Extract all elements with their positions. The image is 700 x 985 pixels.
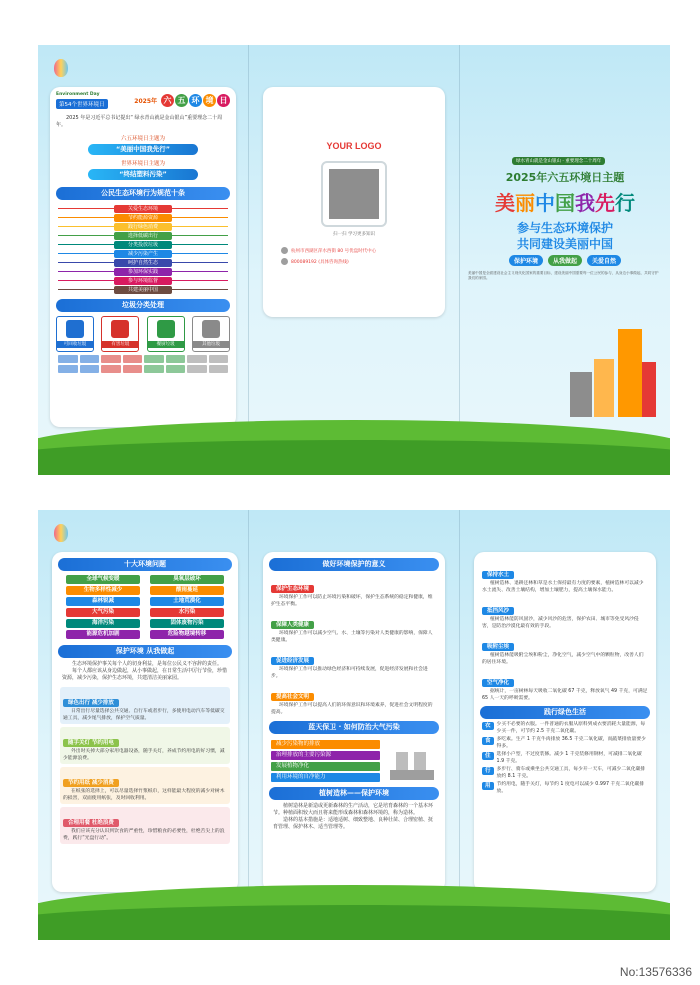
- logo-text: YOUR LOGO: [326, 141, 382, 151]
- norm-line-right: [172, 226, 228, 227]
- theme-line-1: 六五环境日主题为: [120, 136, 165, 142]
- benefit-tag: 空气净化: [482, 679, 514, 687]
- cover-right-panel: [460, 45, 670, 475]
- tip-text: 我们应该充分认识到饮食的严重性，珍惜粮食的必要性，杜绝舌尖上的浪费，践行“光盘行动”。: [63, 829, 225, 841]
- issue-item: 水污染: [150, 608, 224, 617]
- forest-text-2: 造林的基本措施是：适地适树、细致整地、良种壮苗、合理密植、抚育管理、保护林木、适当管理等。: [273, 817, 434, 830]
- green-item: [482, 722, 648, 735]
- norm-item: 分类投放垃圾: [114, 241, 172, 249]
- green-item-text: 多吃素。生产 1 千克牛肉排放 36.5 千克二氧化碳，而蔬菜排放量要少得多。: [496, 737, 646, 749]
- issue-item: 酸雨蔓延: [150, 586, 224, 595]
- issue-item: 危险物越境转移: [150, 630, 224, 639]
- sub-slogan-2: 共同建设美丽中国: [516, 237, 613, 251]
- qr-code: [321, 161, 387, 227]
- protect-text-2: 每个人都应该从身边做起，从小事做起，在日常生活中厉行节俭，珍惜资源，减少污染，保护生态环境，共建清洁美丽家园。: [62, 668, 228, 681]
- brochure-cover-sheet: [38, 45, 670, 475]
- waste-title: 垃圾分类处理: [56, 299, 230, 312]
- phone-icon: [281, 258, 288, 265]
- waste-item-icons: [50, 352, 236, 376]
- green-item-text: 选择小户型，不过度装修。减少 1 千克装修用钢材，可减排二氧化碳 1.9 千克。: [496, 752, 642, 764]
- norm-item: 参与环境监督: [114, 277, 172, 285]
- cover-tag: 从我做起: [548, 255, 582, 266]
- waste-item-icon: [144, 355, 164, 363]
- norm-line-left: [58, 253, 114, 254]
- env-day-title: [160, 94, 230, 107]
- norm-item: 节约能源资源: [114, 214, 172, 222]
- issue-item: 臭氧层破坏: [150, 575, 224, 584]
- issues-title: 十大环境问题: [58, 558, 232, 571]
- hot-air-balloon-icon: [54, 524, 68, 542]
- waste-item-icon: [80, 355, 100, 363]
- green-item-tag: 食: [482, 737, 494, 745]
- cover-description: 美丽中国是全面建设社会主义现代化国家的重要目标，建设美丽中国需要每一位公民的参与，从身边小事做起，共同守护我们的家园。: [468, 271, 659, 280]
- meaning-item: [271, 683, 437, 716]
- waste-bin: [101, 316, 139, 352]
- waste-bin-label: 其他垃圾: [193, 341, 229, 348]
- norm-item: 减少污染产生: [114, 250, 172, 258]
- issue-item: 全球气候变暖: [66, 575, 140, 584]
- green-item-tag: 住: [482, 752, 494, 760]
- norm-line-left: [58, 226, 114, 227]
- norm-line-left: [58, 271, 114, 272]
- forest-title: 植树造林——保护环境: [269, 787, 439, 800]
- waste-item-icon: [80, 365, 100, 373]
- tip-text: 日常出行尽量选择公共交通、自行车或者步行，多使用电动汽车等低碳交通工具，减少尾气排放，保护空气质量。: [63, 709, 225, 721]
- issues-card: [52, 552, 238, 892]
- norm-line-right: [172, 235, 228, 236]
- air-item: 减少污染物的排放: [271, 740, 380, 749]
- waste-item-icon: [166, 355, 186, 363]
- norm-row: [58, 276, 228, 285]
- waste-item-icon: [187, 365, 207, 373]
- norm-line-left: [58, 208, 114, 209]
- slogan-char: 行: [615, 191, 635, 215]
- green-item: [482, 737, 648, 750]
- phone-text: 800089192 (具体咨询热线): [291, 259, 349, 265]
- norm-item: 践行绿色消费: [114, 223, 172, 231]
- title-char: 日: [217, 94, 230, 107]
- norm-item: 关爱生态环境: [114, 205, 172, 213]
- green-item-text: 少买不必要的衣服。一件普通的衣服从原料到成衣要消耗大量能源，每少买一件，可节约 2.5 千克二氧化碳。: [496, 722, 646, 734]
- norm-line-right: [172, 253, 228, 254]
- tip-block: [60, 807, 230, 844]
- norm-line-left: [58, 217, 114, 218]
- norm-row: [58, 222, 228, 231]
- theme-line-2: 世界环境日主题为: [120, 161, 165, 167]
- norm-row: [58, 267, 228, 276]
- meaning-text: 环境保护工作可以防止环境污染和破坏，保护生态系统的稳定和健康，维护生态平衡。: [271, 595, 433, 607]
- waste-item-icon: [101, 365, 121, 373]
- benefit-text: 据统计，一亩树林每天吸收二氧化碳 67 千克，释放氧气 49 千克，可满足 65 人一天的呼吸需要。: [482, 689, 648, 701]
- waste-item-icon: [166, 365, 186, 373]
- benefit-item: [482, 669, 648, 702]
- norm-row: [58, 231, 228, 240]
- norm-item: 呵护自然生态: [114, 259, 172, 267]
- norm-line-left: [58, 235, 114, 236]
- top-note: 绿水青山就是金山银山 · 重要理念二十周年: [512, 157, 605, 165]
- intro-text: 2025 年是习近平总书记提出“ 绿水青山就是金山银山”重要理念二十周年。: [56, 115, 223, 128]
- recycle-icon: [157, 320, 175, 338]
- meaning-text: 环境保护工作可以减少空气、水、土壤等污染对人类健康的影响，保障人类健康。: [271, 631, 433, 643]
- meaning-title: 做好环境保护的意义: [269, 558, 439, 571]
- waste-item-icon: [187, 355, 207, 363]
- protect-title: 保护环境 从我做起: [58, 645, 232, 658]
- waste-item-icon: [123, 355, 143, 363]
- tip-tag: 节约用纸 减少消费: [63, 779, 119, 787]
- waste-item-icon: [58, 365, 78, 373]
- benefit-item: [482, 561, 648, 594]
- main-slogan: [460, 187, 670, 216]
- meaning-text: 环境保护工作可以提高人们的环保意识和环境素养，促进社会文明程度的提高。: [271, 703, 433, 715]
- norm-line-left: [58, 262, 114, 263]
- waste-bin-label: 可回收垃圾: [57, 341, 93, 348]
- meaning-tag: 提高社会文明: [271, 693, 314, 701]
- waste-item-icon: [209, 355, 229, 363]
- meaning-items: [263, 575, 445, 716]
- norm-line-left: [58, 244, 114, 245]
- issue-item: 海洋污染: [66, 619, 140, 628]
- green-item: [482, 782, 648, 795]
- slogan-char: 我: [575, 191, 595, 215]
- green-item: [482, 767, 648, 780]
- protect-text: 生态环境保护事关每个人的切身利益，是每位公民义不容辞的责任。: [72, 661, 223, 667]
- year-label: 2025年: [134, 98, 157, 105]
- norm-line-right: [172, 208, 228, 209]
- tip-text: 在纸张的选择上，可以尽量选择竹浆纸巾，这样能最大程度的减少对树木的损害，双面使用纸张，及时回收利用。: [63, 789, 225, 801]
- norm-row: [58, 258, 228, 267]
- sub-slogan-1: 参与生态环境保护: [516, 221, 613, 235]
- factory-icon: [388, 740, 437, 780]
- contact-card: [263, 87, 445, 317]
- waste-bin: [147, 316, 185, 352]
- norm-row: [58, 213, 228, 222]
- meaning-tag: 保障人类健康: [271, 621, 314, 629]
- air-item: 利用环境的自净能力: [271, 773, 380, 782]
- tip-tag: 绿色出行 减少排放: [63, 699, 119, 707]
- world-env-day-label: 第54个世界环境日: [56, 99, 108, 109]
- tip-block: [60, 767, 230, 804]
- title-char: 环: [189, 94, 202, 107]
- norm-line-right: [172, 271, 228, 272]
- slogan-char: 美: [495, 191, 515, 215]
- waste-item-icon: [123, 365, 143, 373]
- norm-line-right: [172, 289, 228, 290]
- benefit-tag: 抵挡风沙: [482, 607, 514, 615]
- building-illustration: [570, 327, 660, 417]
- benefit-text: 植树造林、退耕还林和草是水土保持最有力度的要素，植树造林可以减少水土流失、改善土壤结构，增加土壤肥力，提高土壤保水能力。: [482, 581, 644, 593]
- env-day-small-badge: Environment Day: [56, 92, 100, 97]
- meaning-item: [271, 611, 437, 644]
- norm-row: [58, 285, 228, 294]
- meaning-item: [271, 647, 437, 680]
- norm-item: 参加环保实践: [114, 268, 172, 276]
- meaning-tag: 保护生态环境: [271, 585, 314, 593]
- green-item-tag: 衣: [482, 722, 494, 730]
- waste-bins-row: [50, 316, 236, 352]
- tip-block: [60, 727, 230, 764]
- green-item-tag: 用: [482, 782, 494, 790]
- waste-item-icon: [209, 365, 229, 373]
- norm-line-left: [58, 280, 114, 281]
- brochure-inside-sheet: [38, 510, 670, 940]
- watermark-id: No:13576336: [619, 965, 692, 979]
- benefit-tag: 吸附尘埃: [482, 643, 514, 651]
- waste-bin-label: 有害垃圾: [102, 341, 138, 348]
- theme-slogan-1: “美丽中国我先行”: [88, 144, 198, 155]
- norm-line-right: [172, 262, 228, 263]
- slogan-char: 先: [595, 191, 615, 215]
- address-text: 杭州市西湖区萍水西街 80 号优盘时代中心: [291, 248, 377, 254]
- forest-text: 植树造林是新造或更新森林的生产活动，它是培育森林的一个基本环节。种植面积较大而且将来能形成森林和森林环境的，称为造林。: [273, 803, 434, 816]
- green-items: [474, 722, 656, 795]
- cover-tags: [460, 255, 670, 266]
- tip-tag: 合理用餐 杜绝浪费: [63, 819, 119, 827]
- tips-list: [52, 682, 238, 846]
- waste-bin-label: 餐厨垃圾: [148, 341, 184, 348]
- waste-item-icon: [144, 365, 164, 373]
- norm-item: 共建美丽中国: [114, 286, 172, 294]
- benefit-item: [482, 633, 648, 666]
- green-item-tag: 行: [482, 767, 494, 775]
- issue-item: 能源危机加剧: [66, 630, 140, 639]
- norm-row: [58, 249, 228, 258]
- title-char: 六: [161, 94, 174, 107]
- meaning-card: [263, 552, 445, 892]
- benefit-text: 植树造林能吸附尘埃和粉尘，净化空气，减少空气中的颗粒物，改善人们的居住环境。: [482, 653, 644, 665]
- slogan-char: 中: [535, 191, 555, 215]
- waste-bin: [192, 316, 230, 352]
- issue-item: 生物多样性减少: [66, 586, 140, 595]
- tip-block: [60, 687, 230, 724]
- norm-line-right: [172, 280, 228, 281]
- recycle-icon: [202, 320, 220, 338]
- title-char: 五: [175, 94, 188, 107]
- cover-tag: 关爱自然: [587, 255, 621, 266]
- issues-grid: [52, 575, 238, 639]
- cover-middle-panel: [249, 45, 459, 475]
- green-item-text: 节约用电，随手关灯，每节约 1 度电可以减少 0.997 千克二氧化碳排放。: [496, 782, 645, 794]
- air-items: [271, 738, 380, 782]
- air-item: 治理排放的主要污染源: [271, 751, 380, 760]
- meaning-text: 环境保护工作可以推动绿色经济和可持续发展，促进经济发展和社会进步。: [271, 667, 428, 679]
- issue-item: 森林锐减: [66, 597, 140, 606]
- tip-tag: 随手关灯 节约用电: [63, 739, 119, 747]
- location-pin-icon: [281, 247, 288, 254]
- theme-slogan-2: “终结塑料污染”: [88, 169, 198, 180]
- benefit-item: [482, 597, 648, 630]
- air-title: 蓝天保卫 · 如何防治大气污染: [269, 721, 439, 734]
- env-day-card: [50, 87, 236, 427]
- cover-left-panel: [46, 45, 256, 475]
- green-life-title: 践行绿色生活: [480, 706, 650, 719]
- waste-item-icon: [101, 355, 121, 363]
- recycle-icon: [66, 320, 84, 338]
- norm-row: [58, 204, 228, 213]
- benefit-text: 植树造林能防风固沙，减少风沙的危害，保护农田、城市等免受风沙侵害，是防治沙漠化最有效的手段。: [482, 617, 639, 629]
- norm-line-right: [172, 217, 228, 218]
- cover-tag: 保护环境: [509, 255, 543, 266]
- green-item-text: 多步行、骑车或乘坐公共交通工具，每少开一天车，可减少二氧化碳排放约 8.1 千克。: [496, 767, 646, 779]
- green-item: [482, 752, 648, 765]
- qr-caption: 扫一扫 学习更多知识: [333, 232, 375, 237]
- recycle-icon: [111, 320, 129, 338]
- norms-title: 公民生态环境行为规范十条: [56, 187, 230, 200]
- norm-line-right: [172, 244, 228, 245]
- waste-bin: [56, 316, 94, 352]
- tip-text: 外出时关掉大部分家用电器设备，随手关灯，养成节约用电的好习惯，减少能源浪费。: [63, 749, 225, 761]
- air-item: 发展植物净化: [271, 762, 380, 771]
- year-title: 2025年六五环境日主题: [505, 171, 625, 184]
- norm-item: 选择低碳出行: [114, 232, 172, 240]
- benefits-card: [474, 552, 656, 892]
- issue-item: 土地荒漠化: [150, 597, 224, 606]
- title-char: 境: [203, 94, 216, 107]
- issue-item: 固体废物污染: [150, 619, 224, 628]
- issue-item: 大气污染: [66, 608, 140, 617]
- norms-list: [50, 204, 236, 294]
- slogan-char: 丽: [515, 191, 535, 215]
- benefit-tag: 保持水土: [482, 571, 514, 579]
- meaning-item: [271, 575, 437, 608]
- benefits-list: [474, 552, 656, 702]
- norm-row: [58, 240, 228, 249]
- waste-item-icon: [58, 355, 78, 363]
- norm-line-left: [58, 289, 114, 290]
- slogan-char: 国: [555, 191, 575, 215]
- meaning-tag: 促进经济发展: [271, 657, 314, 665]
